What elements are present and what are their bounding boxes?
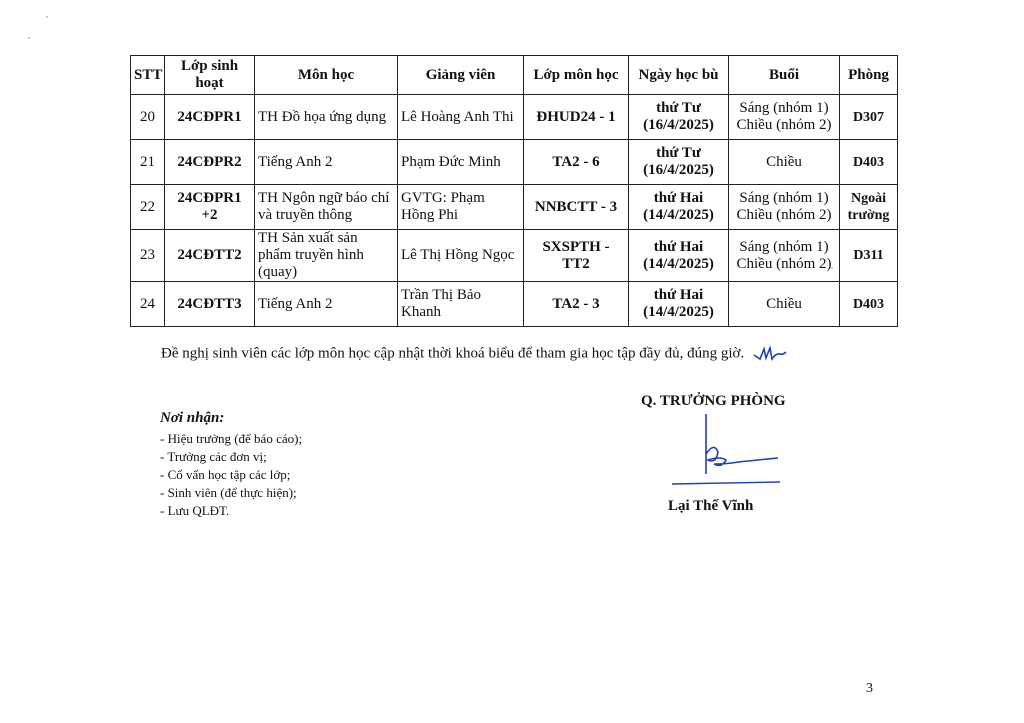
cell-session: Chiều bbox=[729, 140, 840, 185]
cell-lecturer: GVTG: Phạm Hồng Phi bbox=[398, 185, 524, 230]
initials-mark bbox=[752, 345, 788, 363]
header-stt: STT bbox=[131, 56, 165, 95]
cell-lecturer: Lê Thị Hồng Ngọc bbox=[398, 230, 524, 282]
cell-session: Chiều bbox=[729, 282, 840, 327]
schedule-table bbox=[130, 55, 898, 327]
signature bbox=[668, 412, 788, 492]
cell-course-class: SXSPTH - TT2 bbox=[524, 230, 629, 282]
recipient-item: - Sinh viên (để thực hiện); bbox=[160, 485, 297, 500]
recipient-item: - Lưu QLĐT. bbox=[160, 503, 230, 518]
cell-lecturer: Lê Hoàng Anh Thi bbox=[398, 95, 524, 140]
header-class: Lớp sinh hoạt bbox=[165, 56, 255, 95]
cell-course-class: NNBCTT - 3 bbox=[524, 185, 629, 230]
recipients-heading: Nơi nhận: bbox=[160, 410, 225, 426]
table-row bbox=[131, 140, 898, 185]
scan-speck bbox=[831, 267, 833, 269]
header-room: Phòng bbox=[840, 56, 898, 95]
cell-subject: Tiếng Anh 2 bbox=[255, 140, 398, 185]
cell-session: Sáng (nhóm 1) Chiều (nhóm 2) bbox=[729, 230, 840, 282]
cell-class: 24CĐPR1 +2 bbox=[165, 185, 255, 230]
table-header-row bbox=[131, 56, 898, 95]
recipient-item: - Hiệu trưởng (để báo cáo); bbox=[160, 431, 303, 446]
cell-stt: 23 bbox=[131, 230, 165, 282]
recipients-list bbox=[160, 430, 302, 520]
cell-stt: 20 bbox=[131, 95, 165, 140]
cell-subject: TH Sản xuất sản phẩm truyền hình (quay) bbox=[255, 230, 398, 282]
cell-class: 24CĐTT3 bbox=[165, 282, 255, 327]
cell-makeup-date: thứ Tư (16/4/2025) bbox=[629, 140, 729, 185]
header-subject: Môn học bbox=[255, 56, 398, 95]
cell-subject: TH Ngôn ngữ báo chí và truyền thông bbox=[255, 185, 398, 230]
scan-speck bbox=[28, 37, 30, 39]
cell-room: D307 bbox=[840, 95, 898, 140]
cell-makeup-date: thứ Hai (14/4/2025) bbox=[629, 230, 729, 282]
cell-lecturer: Phạm Đức Minh bbox=[398, 140, 524, 185]
scan-speck bbox=[46, 16, 48, 18]
header-lecturer: Giảng viên bbox=[398, 56, 524, 95]
cell-room: D311 bbox=[840, 230, 898, 282]
cell-class: 24CĐPR1 bbox=[165, 95, 255, 140]
cell-lecturer: Trần Thị Bảo Khanh bbox=[398, 282, 524, 327]
recipient-item: - Cố vấn học tập các lớp; bbox=[160, 467, 291, 482]
cell-makeup-date: thứ Hai (14/4/2025) bbox=[629, 185, 729, 230]
cell-course-class: TA2 - 6 bbox=[524, 140, 629, 185]
table-row bbox=[131, 230, 898, 282]
cell-makeup-date: thứ Hai (14/4/2025) bbox=[629, 282, 729, 327]
header-session: Buổi bbox=[729, 56, 840, 95]
table-row bbox=[131, 95, 898, 140]
header-makeup-date: Ngày học bù bbox=[629, 56, 729, 95]
cell-class: 24CĐPR2 bbox=[165, 140, 255, 185]
cell-course-class: ĐHUD24 - 1 bbox=[524, 95, 629, 140]
signer-name: Lại Thế Vĩnh bbox=[668, 498, 754, 514]
cell-subject: Tiếng Anh 2 bbox=[255, 282, 398, 327]
recipient-item: - Trưởng các đơn vị; bbox=[160, 449, 267, 464]
notice-paragraph bbox=[161, 345, 788, 363]
cell-subject: TH Đồ họa ứng dụng bbox=[255, 95, 398, 140]
cell-stt: 22 bbox=[131, 185, 165, 230]
cell-room: Ngoài trường bbox=[840, 185, 898, 230]
cell-room: D403 bbox=[840, 140, 898, 185]
signer-title: Q. TRƯỞNG PHÒNG bbox=[641, 393, 786, 409]
cell-session: Sáng (nhóm 1) Chiều (nhóm 2) bbox=[729, 185, 840, 230]
cell-course-class: TA2 - 3 bbox=[524, 282, 629, 327]
cell-makeup-date: thứ Tư (16/4/2025) bbox=[629, 95, 729, 140]
cell-room: D403 bbox=[840, 282, 898, 327]
table-row bbox=[131, 185, 898, 230]
cell-stt: 24 bbox=[131, 282, 165, 327]
cell-stt: 21 bbox=[131, 140, 165, 185]
cell-class: 24CĐTT2 bbox=[165, 230, 255, 282]
table-row bbox=[131, 282, 898, 327]
notice-text: Đề nghị sinh viên các lớp môn học cập nhật thời khoá biểu để tham gia học tập đầy đủ, đúng giờ. bbox=[161, 345, 745, 362]
page-number: 3 bbox=[866, 681, 873, 696]
header-course-class: Lớp môn học bbox=[524, 56, 629, 95]
cell-session: Sáng (nhóm 1) Chiều (nhóm 2) bbox=[729, 95, 840, 140]
